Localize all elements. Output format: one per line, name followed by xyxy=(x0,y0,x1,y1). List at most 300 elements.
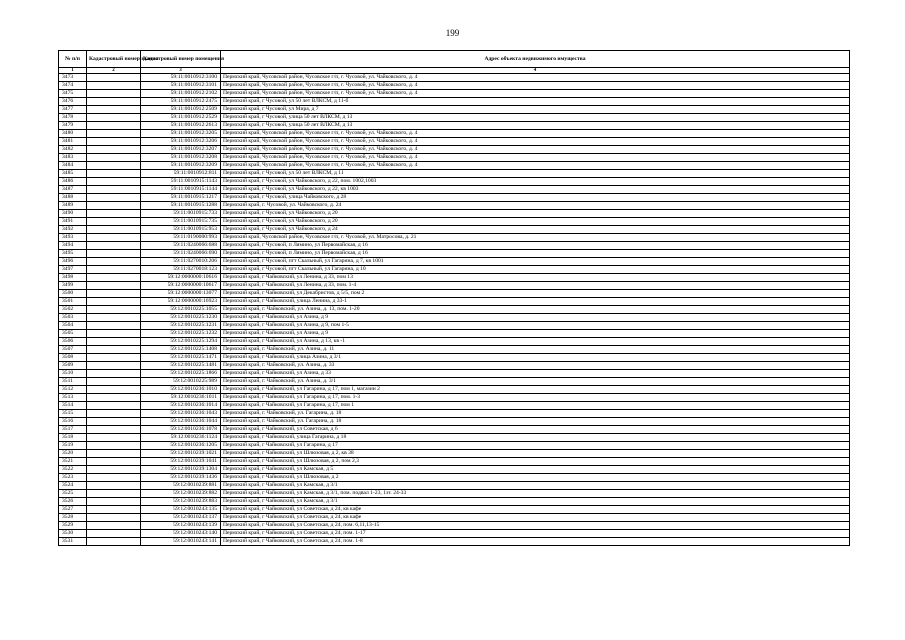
address-cell: Пермский край, г Чайковский, ул Шлюзовая, д 2 xyxy=(221,474,850,482)
row-number-cell: 3482 xyxy=(59,146,87,154)
table-row xyxy=(59,106,850,114)
row-number-cell: 3529 xyxy=(59,522,87,530)
building-cadastral-cell xyxy=(87,226,141,234)
row-number-cell: 3491 xyxy=(59,218,87,226)
premises-cadastral-cell: 59:11:0010912:2529 xyxy=(141,114,221,122)
property-register-table xyxy=(58,50,850,546)
premises-cadastral-cell: 59:11:0010912:3101 xyxy=(141,82,221,90)
row-number-cell: 3508 xyxy=(59,354,87,362)
column-number: 2 xyxy=(87,68,141,74)
table-row xyxy=(59,266,850,274)
building-cadastral-cell xyxy=(87,282,141,290)
premises-cadastral-cell: 59:12:0010236:1014 xyxy=(141,402,221,410)
premises-cadastral-cell: 59:12:0010243:135 xyxy=(141,506,221,514)
premises-cadastral-cell: 59:11:0010915:1217 xyxy=(141,194,221,202)
table-row xyxy=(59,450,850,458)
building-cadastral-cell xyxy=(87,106,141,114)
row-number-cell: 3502 xyxy=(59,306,87,314)
table-row xyxy=(59,354,850,362)
header-premises-cadastral-number: Кадастровый номер помещения xyxy=(141,51,221,68)
table-row xyxy=(59,170,850,178)
address-cell: Пермский край, г Чайковский, ул Ленина, д 33, пом 13 xyxy=(221,274,850,282)
building-cadastral-cell xyxy=(87,354,141,362)
row-number-cell: 3519 xyxy=(59,442,87,450)
premises-cadastral-cell: 59:11:0010912:3207 xyxy=(141,146,221,154)
premises-cadastral-cell: 59:12:0010236:1011 xyxy=(141,394,221,402)
premises-cadastral-cell: 59:12:0010236:1124 xyxy=(141,434,221,442)
premises-cadastral-cell: 59:11:0270018:123 xyxy=(141,266,221,274)
premises-cadastral-cell: 59:12:0010239:1436 xyxy=(141,474,221,482)
table-row xyxy=(59,98,850,106)
header-row-number: № п/п xyxy=(59,51,87,68)
row-number-cell: 3494 xyxy=(59,242,87,250)
building-cadastral-cell xyxy=(87,482,141,490)
table-row xyxy=(59,258,850,266)
address-cell: Пермский край, Чусовской район, Чусовское г/п, г. Чусовой, ул. Чайковского, д. 4 xyxy=(221,146,850,154)
address-cell: Пермский край, г. Чайковский, ул. Гагарина, д. 18 xyxy=(221,410,850,418)
premises-cadastral-cell: 59:12:0010236:1078 xyxy=(141,426,221,434)
premises-cadastral-cell: 59:11:0010915:1143 xyxy=(141,178,221,186)
row-number-cell: 3487 xyxy=(59,186,87,194)
address-cell: Пермский край, г Чайковский, ул Советская, д 24, пом. 1-17 xyxy=(221,530,850,538)
address-cell: Пермский край, г. Чайковский, ул. Азина, д. 13, пом. 1-20 xyxy=(221,306,850,314)
table-row xyxy=(59,514,850,522)
address-cell: Пермский край, г Чусовой, ул 50 лет ВЛКСМ, д 11-б xyxy=(221,98,850,106)
row-number-cell: 3500 xyxy=(59,290,87,298)
address-cell: Пермский край, г. Чайковский, ул. Азина, д. 11 xyxy=(221,346,850,354)
table-row xyxy=(59,442,850,450)
row-number-cell: 3503 xyxy=(59,314,87,322)
row-number-cell: 3479 xyxy=(59,122,87,130)
row-number-cell: 3476 xyxy=(59,98,87,106)
row-number-cell: 3492 xyxy=(59,226,87,234)
row-number-cell: 3522 xyxy=(59,466,87,474)
table-row xyxy=(59,234,850,242)
table-row xyxy=(59,338,850,346)
premises-cadastral-cell: 59:12:0010243:140 xyxy=(141,530,221,538)
premises-cadastral-cell: 59:12:0000000:13077 xyxy=(141,290,221,298)
building-cadastral-cell xyxy=(87,442,141,450)
building-cadastral-cell xyxy=(87,274,141,282)
row-number-cell: 3523 xyxy=(59,474,87,482)
table-row xyxy=(59,210,850,218)
row-number-cell: 3530 xyxy=(59,530,87,538)
table-row xyxy=(59,538,850,546)
table-body xyxy=(59,74,850,546)
table-row xyxy=(59,522,850,530)
premises-cadastral-cell: 59:12:0010236:1010 xyxy=(141,386,221,394)
header-address: Адрес объекта недвижимого имущества xyxy=(221,51,850,68)
address-cell: Пермский край, г Чайковский, ул Камская, д 5 xyxy=(221,466,850,474)
row-number-cell: 3515 xyxy=(59,410,87,418)
premises-cadastral-cell: 59:11:0010912:2102 xyxy=(141,90,221,98)
address-cell: Пермский край, г Чусовой, ул Чайковского, д 24 xyxy=(221,226,850,234)
building-cadastral-cell xyxy=(87,122,141,130)
address-cell: Пермский край, г Чайковский, ул Гагарина, д 17, пом. 1-3 xyxy=(221,394,850,402)
building-cadastral-cell xyxy=(87,394,141,402)
address-cell: Пермский край, Чусовской район, Чусовское г/п, г. Чусовой, ул. Чайковского, д. 4 xyxy=(221,138,850,146)
premises-cadastral-cell: 59:12:0010239:1021 xyxy=(141,450,221,458)
address-cell: Пермский край, г Чайковский, ул Гагарина, д 17 xyxy=(221,442,850,450)
building-cadastral-cell xyxy=(87,290,141,298)
building-cadastral-cell xyxy=(87,298,141,306)
address-cell: Пермский край, г Чусовой, улица 50 лет ВЛКСМ, д 13 xyxy=(221,122,850,130)
address-cell: Пермский край, г Чайковский, улица Азина, д 3/1 xyxy=(221,354,850,362)
row-number-cell: 3507 xyxy=(59,346,87,354)
premises-cadastral-cell: 59:12:0010225:1866 xyxy=(141,370,221,378)
table-row xyxy=(59,490,850,498)
premises-cadastral-cell: 59:11:0010912:3100 xyxy=(141,74,221,82)
building-cadastral-cell xyxy=(87,138,141,146)
building-cadastral-cell xyxy=(87,162,141,170)
table-row xyxy=(59,178,850,186)
table-row xyxy=(59,226,850,234)
premises-cadastral-cell: 59:12:0010243:137 xyxy=(141,514,221,522)
address-cell: Пермский край, г Чайковский, ул Шлюзовая, д 2, пом 2,3 xyxy=(221,458,850,466)
building-cadastral-cell xyxy=(87,306,141,314)
address-cell: Пермский край, г Чайковский, ул Камская, д 3/1 xyxy=(221,498,850,506)
address-cell: Пермский край, Чусовской район, Чусовское г/п, г. Чусовой, ул. Чайковского, д. 4 xyxy=(221,74,850,82)
address-cell: Пермский край, г Чусовой, ул 50 лет ВЛКСМ, д 11 xyxy=(221,170,850,178)
row-number-cell: 3524 xyxy=(59,482,87,490)
building-cadastral-cell xyxy=(87,458,141,466)
building-cadastral-cell xyxy=(87,330,141,338)
building-cadastral-cell xyxy=(87,234,141,242)
row-number-cell: 3525 xyxy=(59,490,87,498)
premises-cadastral-cell: 59:12:0010236:1043 xyxy=(141,410,221,418)
building-cadastral-cell xyxy=(87,98,141,106)
premises-cadastral-cell: 59:11:0010912:811 xyxy=(141,170,221,178)
row-number-cell: 3516 xyxy=(59,418,87,426)
column-number: 4 xyxy=(221,68,850,74)
building-cadastral-cell xyxy=(87,130,141,138)
table-row xyxy=(59,154,850,162)
address-cell: Пермский край, г Чайковский, ул Азина, д 9 xyxy=(221,314,850,322)
premises-cadastral-cell: 59:11:0190000:993 xyxy=(141,234,221,242)
table-row xyxy=(59,202,850,210)
address-cell: Пермский край, г. Чусовой, ул. Чайковского, д. 24 xyxy=(221,202,850,210)
address-cell: Пермский край, г Чайковский, ул Азина, д 13, кв -1 xyxy=(221,338,850,346)
row-number-cell: 3484 xyxy=(59,162,87,170)
table-row xyxy=(59,82,850,90)
row-number-cell: 3488 xyxy=(59,194,87,202)
row-number-cell: 3505 xyxy=(59,330,87,338)
table-row xyxy=(59,306,850,314)
building-cadastral-cell xyxy=(87,218,141,226)
table-row xyxy=(59,250,850,258)
row-number-cell: 3511 xyxy=(59,378,87,386)
building-cadastral-cell xyxy=(87,434,141,442)
address-cell: Пермский край, г Чайковский, ул Советская, д 6 xyxy=(221,426,850,434)
table-row xyxy=(59,346,850,354)
row-number-cell: 3497 xyxy=(59,266,87,274)
table-row xyxy=(59,394,850,402)
address-cell: Пермский край, г Чайковский, ул Советская, д 24, пом. 6,11,13-15 xyxy=(221,522,850,530)
table-row xyxy=(59,418,850,426)
address-cell: Пермский край, г Чайковский, улица Ленина, д 33-1 xyxy=(221,298,850,306)
building-cadastral-cell xyxy=(87,146,141,154)
row-number-cell: 3473 xyxy=(59,74,87,82)
row-number-cell: 3527 xyxy=(59,506,87,514)
table-row xyxy=(59,186,850,194)
table-row xyxy=(59,290,850,298)
row-number-cell: 3489 xyxy=(59,202,87,210)
table-row xyxy=(59,146,850,154)
table-row xyxy=(59,466,850,474)
building-cadastral-cell xyxy=(87,170,141,178)
row-number-cell: 3504 xyxy=(59,322,87,330)
building-cadastral-cell xyxy=(87,426,141,434)
building-cadastral-cell xyxy=(87,210,141,218)
premises-cadastral-cell: 59:12:0010239:883 xyxy=(141,498,221,506)
address-cell: Пермский край, г Чайковский, ул Камская, д 3/1, пом. подвал 1-23, 1эт. 24-33 xyxy=(221,490,850,498)
building-cadastral-cell xyxy=(87,266,141,274)
address-cell: Пермский край, г Чайковский, ул Азина, д 9, пом 1-5 xyxy=(221,322,850,330)
table-row xyxy=(59,482,850,490)
premises-cadastral-cell: 59:11:0010915:953 xyxy=(141,226,221,234)
premises-cadastral-cell: 59:12:0000000:16923 xyxy=(141,298,221,306)
premises-cadastral-cell: 59:12:0010225:1232 xyxy=(141,330,221,338)
premises-cadastral-cell: 59:11:0010915:733 xyxy=(141,210,221,218)
table-row xyxy=(59,402,850,410)
address-cell: Пермский край, г. Чайковский, ул. Гагарина, д. 18 xyxy=(221,418,850,426)
address-cell: Пермский край, г Чайковский, ул Декабристов, д 5/5, пом 2 xyxy=(221,290,850,298)
premises-cadastral-cell: 59:11:0010912:3208 xyxy=(141,154,221,162)
building-cadastral-cell xyxy=(87,314,141,322)
building-cadastral-cell xyxy=(87,514,141,522)
address-cell: Пермский край, Чусовской район, Чусовское г/п, г. Чусовой, ул. Матросова, д. 21 xyxy=(221,234,850,242)
table-row xyxy=(59,114,850,122)
table-row xyxy=(59,362,850,370)
row-number-cell: 3531 xyxy=(59,538,87,546)
row-number-cell: 3514 xyxy=(59,402,87,410)
building-cadastral-cell xyxy=(87,242,141,250)
row-number-cell: 3528 xyxy=(59,514,87,522)
table-row xyxy=(59,426,850,434)
premises-cadastral-cell: 59:11:0270010:206 xyxy=(141,258,221,266)
table-row xyxy=(59,458,850,466)
table-row xyxy=(59,218,850,226)
premises-cadastral-cell: 59:12:0010225:1055 xyxy=(141,306,221,314)
table-row xyxy=(59,314,850,322)
row-number-cell: 3483 xyxy=(59,154,87,162)
table-row xyxy=(59,74,850,82)
building-cadastral-cell xyxy=(87,90,141,98)
address-cell: Пермский край, Чусовской район, Чусовское г/п, г. Чусовой, ул. Чайковского, д. 4 xyxy=(221,82,850,90)
address-cell: Пермский край, г Чайковский, ул Камская, д 3/1 xyxy=(221,482,850,490)
address-cell: Пермский край, г Чусовой, п Лямино, ул Первомайская, д 16 xyxy=(221,242,850,250)
row-number-cell: 3485 xyxy=(59,170,87,178)
building-cadastral-cell xyxy=(87,418,141,426)
row-number-cell: 3512 xyxy=(59,386,87,394)
address-cell: Пермский край, г Чайковский, ул Гагарина, д 17, пом 1, магазин 2 xyxy=(221,386,850,394)
premises-cadastral-cell: 59:12:0010243:139 xyxy=(141,522,221,530)
premises-cadastral-cell: 59:12:0010239:1304 xyxy=(141,466,221,474)
building-cadastral-cell xyxy=(87,154,141,162)
premises-cadastral-cell: 59:11:0010912:2509 xyxy=(141,106,221,114)
building-cadastral-cell xyxy=(87,82,141,90)
premises-cadastral-cell: 59:12:0010225:1471 xyxy=(141,354,221,362)
premises-cadastral-cell: 59:12:0010225:1481 xyxy=(141,362,221,370)
premises-cadastral-cell: 59:11:0010915:1144 xyxy=(141,186,221,194)
premises-cadastral-cell: 59:12:0010239:1041 xyxy=(141,458,221,466)
premises-cadastral-cell: 59:11:0010915:1288 xyxy=(141,202,221,210)
building-cadastral-cell xyxy=(87,522,141,530)
row-number-cell: 3518 xyxy=(59,434,87,442)
address-cell: Пермский край, г Чусовой, улица Чайковского, д 28 xyxy=(221,194,850,202)
address-cell: Пермский край, г Чайковский, ул Советская, д 24, кв кафе xyxy=(221,514,850,522)
building-cadastral-cell xyxy=(87,410,141,418)
premises-cadastral-cell: 59:12:0010225:1231 xyxy=(141,322,221,330)
address-cell: Пермский край, г. Чайковский, ул. Азина, д. 33 xyxy=(221,362,850,370)
address-cell: Пермский край, г Чусовой, ул Чайковского, д 22, пом. 1002,1003 xyxy=(221,178,850,186)
premises-cadastral-cell: 59:12:0000000:10617 xyxy=(141,282,221,290)
premises-cadastral-cell: 59:12:0010225:1408 xyxy=(141,346,221,354)
address-cell: Пермский край, г Чайковский, ул Азина, д 9 xyxy=(221,330,850,338)
table-row xyxy=(59,434,850,442)
table-row xyxy=(59,282,850,290)
address-cell: Пермский край, г Чусовой, п Лямино, ул Первомайская, д 16 xyxy=(221,250,850,258)
address-cell: Пермский край, г Чусовой, ул Чайковского, д 22, кв 1003 xyxy=(221,186,850,194)
premises-cadastral-cell: 59:11:0010912:3209 xyxy=(141,162,221,170)
building-cadastral-cell xyxy=(87,538,141,546)
table-row xyxy=(59,330,850,338)
row-number-cell: 3498 xyxy=(59,274,87,282)
table-row xyxy=(59,386,850,394)
premises-cadastral-cell: 59:11:0010912:3206 xyxy=(141,138,221,146)
table-row xyxy=(59,162,850,170)
table-row xyxy=(59,298,850,306)
premises-cadastral-cell: 59:12:0010236:1205 xyxy=(141,442,221,450)
row-number-cell: 3477 xyxy=(59,106,87,114)
row-number-cell: 3526 xyxy=(59,498,87,506)
row-number-cell: 3495 xyxy=(59,250,87,258)
address-cell: Пермский край, г Чайковский, ул Советская, д 24, пом. 1-8 xyxy=(221,538,850,546)
address-cell: Пермский край, Чусовской район, Чусовское г/п, г. Чусовой, ул. Чайковского, д. 4 xyxy=(221,162,850,170)
table-row xyxy=(59,530,850,538)
row-number-cell: 3478 xyxy=(59,114,87,122)
premises-cadastral-cell: 59:11:0010912:2613 xyxy=(141,122,221,130)
building-cadastral-cell xyxy=(87,346,141,354)
table-row xyxy=(59,410,850,418)
row-number-cell: 3474 xyxy=(59,82,87,90)
row-number-cell: 3513 xyxy=(59,394,87,402)
building-cadastral-cell xyxy=(87,258,141,266)
row-number-cell: 3517 xyxy=(59,426,87,434)
building-cadastral-cell xyxy=(87,186,141,194)
building-cadastral-cell xyxy=(87,370,141,378)
row-number-cell: 3493 xyxy=(59,234,87,242)
page-number: 199 xyxy=(445,28,460,38)
address-cell: Пермский край, г Чусовой, улица 50 лет ВЛКСМ, д 13 xyxy=(221,114,850,122)
table-row xyxy=(59,474,850,482)
premises-cadastral-cell: 59:11:0010912:2475 xyxy=(141,98,221,106)
premises-cadastral-cell: 59:12:0010225:1294 xyxy=(141,338,221,346)
premises-cadastral-cell: 59:12:0010239:881 xyxy=(141,482,221,490)
premises-cadastral-cell: 59:12:0010225:1230 xyxy=(141,314,221,322)
premises-cadastral-cell: 59:11:0240066:688 xyxy=(141,242,221,250)
building-cadastral-cell xyxy=(87,450,141,458)
row-number-cell: 3499 xyxy=(59,282,87,290)
table-header-row xyxy=(59,51,850,68)
row-number-cell: 3486 xyxy=(59,178,87,186)
address-cell: Пермский край, Чусовской район, Чусовское г/п, г. Чусовой, ул. Чайковского, д. 4 xyxy=(221,154,850,162)
row-number-cell: 3520 xyxy=(59,450,87,458)
building-cadastral-cell xyxy=(87,386,141,394)
table-row xyxy=(59,194,850,202)
premises-cadastral-cell: 59:12:0010239:882 xyxy=(141,490,221,498)
table-row xyxy=(59,378,850,386)
building-cadastral-cell xyxy=(87,378,141,386)
address-cell: Пермский край, г. Чайковский, ул. Азина, д. 3/1 xyxy=(221,378,850,386)
table-row xyxy=(59,130,850,138)
row-number-cell: 3496 xyxy=(59,258,87,266)
row-number-cell: 3509 xyxy=(59,362,87,370)
row-number-cell: 3501 xyxy=(59,298,87,306)
premises-cadastral-cell: 59:11:0240066:690 xyxy=(141,250,221,258)
premises-cadastral-cell: 59:11:0010915:735 xyxy=(141,218,221,226)
row-number-cell: 3490 xyxy=(59,210,87,218)
address-cell: Пермский край, г Чусовой, ул Чайковского, д 20 xyxy=(221,218,850,226)
table-row xyxy=(59,322,850,330)
building-cadastral-cell xyxy=(87,202,141,210)
table-row xyxy=(59,498,850,506)
building-cadastral-cell xyxy=(87,194,141,202)
building-cadastral-cell xyxy=(87,74,141,82)
address-cell: Пермский край, г Чайковский, ул Ленина, д 33, пом. 1-4 xyxy=(221,282,850,290)
building-cadastral-cell xyxy=(87,250,141,258)
building-cadastral-cell xyxy=(87,506,141,514)
address-cell: Пермский край, г Чайковский, ул Гагарина, д 17, пом 1 xyxy=(221,402,850,410)
row-number-cell: 3506 xyxy=(59,338,87,346)
address-cell: Пермский край, г Чусовой, ул Чайковского, д 20 xyxy=(221,210,850,218)
table-row xyxy=(59,242,850,250)
building-cadastral-cell xyxy=(87,114,141,122)
table-row xyxy=(59,506,850,514)
building-cadastral-cell xyxy=(87,466,141,474)
building-cadastral-cell xyxy=(87,338,141,346)
table-row xyxy=(59,90,850,98)
building-cadastral-cell xyxy=(87,498,141,506)
building-cadastral-cell xyxy=(87,474,141,482)
header-building-cadastral-number: Кадастровый номер здания xyxy=(87,51,141,68)
address-cell: Пермский край, г Чусовой, ул Мира, д 7 xyxy=(221,106,850,114)
building-cadastral-cell xyxy=(87,322,141,330)
building-cadastral-cell xyxy=(87,530,141,538)
premises-cadastral-cell: 59:12:0010225:989 xyxy=(141,378,221,386)
column-number: 3 xyxy=(141,68,221,74)
row-number-cell: 3521 xyxy=(59,458,87,466)
row-number-cell: 3510 xyxy=(59,370,87,378)
address-cell: Пермский край, Чусовской район, Чусовское г/п, г. Чусовой, ул. Чайковского, д. 4 xyxy=(221,90,850,98)
premises-cadastral-cell: 59:12:0010236:1044 xyxy=(141,418,221,426)
row-number-cell: 3475 xyxy=(59,90,87,98)
address-cell: Пермский край, г Чайковский, ул Шлюзовая, д 2, кв 38 xyxy=(221,450,850,458)
building-cadastral-cell xyxy=(87,178,141,186)
premises-cadastral-cell: 59:12:0010243:141 xyxy=(141,538,221,546)
building-cadastral-cell xyxy=(87,362,141,370)
building-cadastral-cell xyxy=(87,490,141,498)
premises-cadastral-cell: 59:11:0010912:3205 xyxy=(141,130,221,138)
table-row xyxy=(59,122,850,130)
address-cell: Пермский край, г Чайковский, улица Гагарина, д 18 xyxy=(221,434,850,442)
building-cadastral-cell xyxy=(87,402,141,410)
table-row xyxy=(59,138,850,146)
address-cell: Пермский край, г Чусовой, пгт Скальный, ул Гагарина, д 7, кв 1001 xyxy=(221,258,850,266)
premises-cadastral-cell: 59:12:0000000:10616 xyxy=(141,274,221,282)
address-cell: Пермский край, г Чайковский, ул Советская, д 24, кв кафе xyxy=(221,506,850,514)
address-cell: Пермский край, Чусовской район, Чусовское г/п, г. Чусовой, ул. Чайковского, д. 4 xyxy=(221,130,850,138)
